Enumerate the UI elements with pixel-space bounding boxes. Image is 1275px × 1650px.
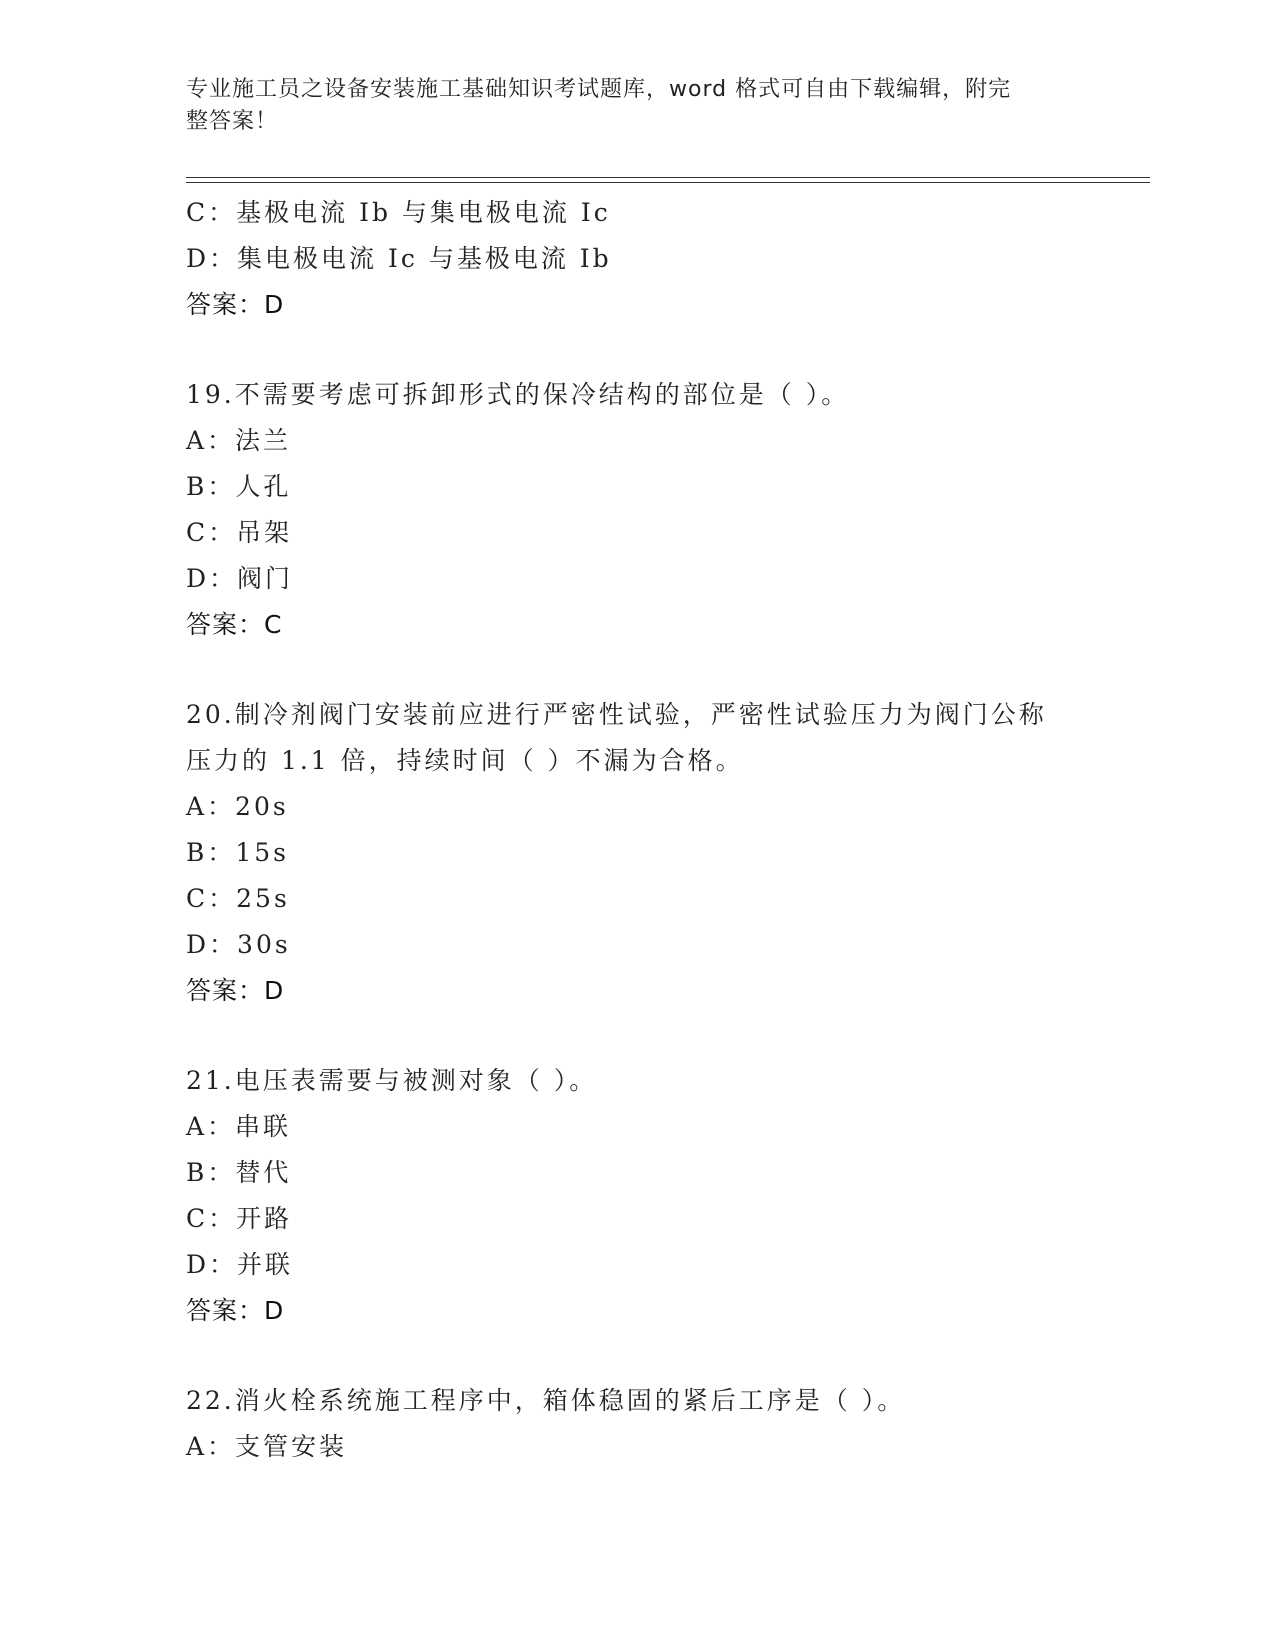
option-a: A：法兰 xyxy=(186,426,292,455)
option-a: A：串联 xyxy=(186,1112,292,1141)
option-d: D：并联 xyxy=(186,1250,294,1279)
option-a: A：20s xyxy=(186,792,289,821)
question-block-20 xyxy=(186,692,1086,1014)
option-b: B：替代 xyxy=(186,1158,292,1187)
option-c: C：吊架 xyxy=(186,518,293,547)
option-c: C：25s xyxy=(186,884,290,913)
question-list xyxy=(186,190,1086,1470)
question-block-18 xyxy=(186,190,1086,328)
block-spacer xyxy=(186,328,1086,372)
option-d: D：30s xyxy=(186,930,291,959)
option-b: B：15s xyxy=(186,838,290,867)
question-text: 21.电压表需要与被测对象（ ）。 xyxy=(186,1066,598,1095)
question-text: 19.不需要考虑可拆卸形式的保冷结构的部位是（ ）。 xyxy=(186,380,850,409)
option-d: D：阀门 xyxy=(186,564,294,593)
question-block-22 xyxy=(186,1378,1086,1470)
option-c: C：基极电流 Ib 与集电极电流 Ic xyxy=(186,198,611,227)
question-block-21 xyxy=(186,1058,1086,1334)
question-block-19 xyxy=(186,372,1086,648)
block-spacer xyxy=(186,1334,1086,1378)
header-divider-bottom xyxy=(186,182,1150,183)
answer-line: 答案：D xyxy=(186,976,285,1005)
question-text-line-2: 压力的 1.1 倍，持续时间（ ）不漏为合格。 xyxy=(186,746,744,775)
question-text: 22.消火栓系统施工程序中，箱体稳固的紧后工序是（ ）。 xyxy=(186,1386,906,1415)
header-divider-top xyxy=(186,177,1150,178)
option-b: B：人孔 xyxy=(186,472,292,501)
answer-line: 答案：C xyxy=(186,610,283,639)
option-a: A：支管安装 xyxy=(186,1432,348,1461)
header-line-2: 整答案！ xyxy=(186,109,279,134)
block-spacer xyxy=(186,1014,1086,1058)
option-c: C：开路 xyxy=(186,1204,293,1233)
answer-line: 答案：D xyxy=(186,1296,285,1325)
document-header xyxy=(186,74,1066,138)
option-d: D：集电极电流 Ic 与基极电流 Ib xyxy=(186,244,612,273)
answer-line: 答案：D xyxy=(186,290,285,319)
header-line-1: 专业施工员之设备安装施工基础知识考试题库，word 格式可自由下载编辑，附完 xyxy=(186,77,1012,102)
block-spacer xyxy=(186,648,1086,692)
question-text-line-1: 20.制冷剂阀门安装前应进行严密性试验，严密性试验压力为阀门公称 xyxy=(186,700,1047,729)
